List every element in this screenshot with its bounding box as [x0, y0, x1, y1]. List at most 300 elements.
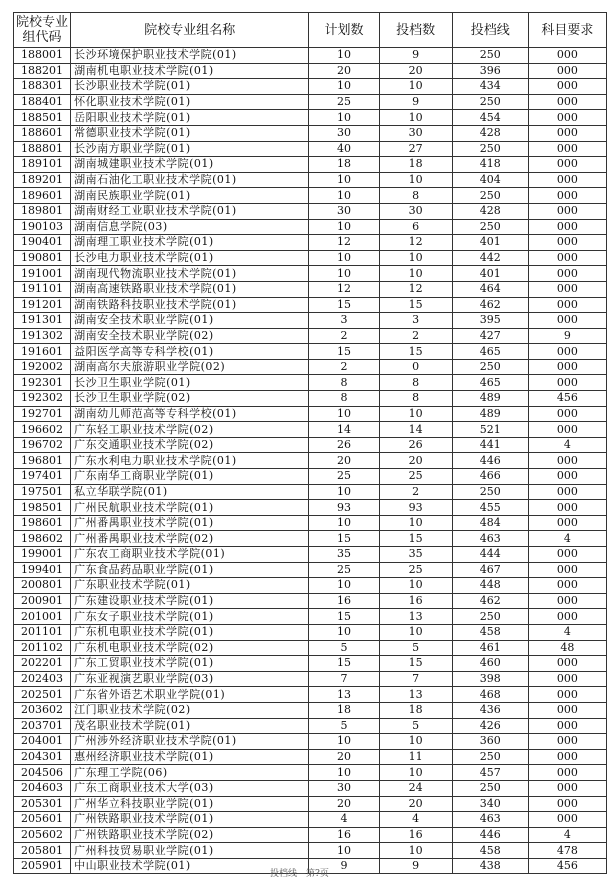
table-row [14, 94, 607, 110]
page-footer: 投档线—第?页 [270, 869, 329, 879]
score-line-cell: 489 [452, 391, 528, 407]
group-code-cell: 198601 [14, 515, 71, 531]
score-line-cell: 401 [452, 235, 528, 251]
plan-count-cell: 30 [309, 203, 379, 219]
group-name-cell: 长沙卫生职业学院(02) [71, 391, 309, 407]
group-name-cell: 广东机电职业技术学院(02) [71, 640, 309, 656]
group-name-cell: 广州华立科技职业学院(01) [71, 796, 309, 812]
plan-count-cell: 26 [309, 437, 379, 453]
group-code-cell: 196702 [14, 437, 71, 453]
score-line-cell: 436 [452, 702, 528, 718]
header-subjects: 科目要求 [528, 13, 606, 48]
plan-count-cell: 20 [309, 796, 379, 812]
score-line-cell: 458 [452, 843, 528, 859]
filed-count-cell: 14 [379, 422, 452, 438]
filed-count-cell: 8 [379, 188, 452, 204]
subject-req-cell: 000 [528, 469, 606, 485]
subject-req-cell: 48 [528, 640, 606, 656]
plan-count-cell: 93 [309, 500, 379, 516]
subject-req-cell: 000 [528, 297, 606, 313]
filed-count-cell: 10 [379, 406, 452, 422]
plan-count-cell: 30 [309, 780, 379, 796]
subject-req-cell: 478 [528, 843, 606, 859]
group-code-cell: 192701 [14, 406, 71, 422]
plan-count-cell: 10 [309, 406, 379, 422]
subject-req-cell: 000 [528, 48, 606, 64]
table-row [14, 63, 607, 79]
group-name-cell: 广州番禺职业技术学院(02) [71, 531, 309, 547]
subject-req-cell: 000 [528, 79, 606, 95]
table-row [14, 718, 607, 734]
subject-req-cell: 000 [528, 375, 606, 391]
filed-count-cell: 5 [379, 640, 452, 656]
plan-count-cell: 10 [309, 515, 379, 531]
subject-req-cell: 000 [528, 157, 606, 173]
filed-count-cell: 2 [379, 328, 452, 344]
subject-req-cell: 000 [528, 578, 606, 594]
filed-count-cell: 15 [379, 297, 452, 313]
subject-req-cell: 000 [528, 812, 606, 828]
filed-count-cell: 2 [379, 484, 452, 500]
filed-count-cell: 30 [379, 125, 452, 141]
group-name-cell: 常德职业技术学院(01) [71, 125, 309, 141]
subject-req-cell: 000 [528, 359, 606, 375]
group-name-cell: 长沙卫生职业学院(01) [71, 375, 309, 391]
group-code-cell: 192301 [14, 375, 71, 391]
group-name-cell: 广东轻工职业技术学院(02) [71, 422, 309, 438]
filed-count-cell: 3 [379, 313, 452, 329]
group-code-cell: 199001 [14, 547, 71, 563]
filed-count-cell: 9 [379, 858, 452, 874]
table-row [14, 375, 607, 391]
plan-count-cell: 10 [309, 765, 379, 781]
score-line-cell: 462 [452, 593, 528, 609]
subject-req-cell: 000 [528, 796, 606, 812]
score-line-cell: 454 [452, 110, 528, 126]
group-name-cell: 私立华联学院(01) [71, 484, 309, 500]
filed-count-cell: 10 [379, 843, 452, 859]
table-row [14, 812, 607, 828]
table-row [14, 547, 607, 563]
filed-count-cell: 16 [379, 593, 452, 609]
subject-req-cell: 000 [528, 702, 606, 718]
plan-count-cell: 10 [309, 219, 379, 235]
filed-count-cell: 4 [379, 812, 452, 828]
subject-req-cell: 000 [528, 593, 606, 609]
subject-req-cell: 456 [528, 858, 606, 874]
plan-count-cell: 15 [309, 344, 379, 360]
group-code-cell: 189201 [14, 172, 71, 188]
filed-count-cell: 9 [379, 94, 452, 110]
subject-req-cell: 000 [528, 63, 606, 79]
group-code-cell: 192302 [14, 391, 71, 407]
plan-count-cell: 8 [309, 375, 379, 391]
group-code-cell: 202201 [14, 656, 71, 672]
plan-count-cell: 10 [309, 79, 379, 95]
group-code-cell: 192002 [14, 359, 71, 375]
filed-count-cell: 35 [379, 547, 452, 563]
table-row [14, 141, 607, 157]
group-code-cell: 205801 [14, 843, 71, 859]
filed-count-cell: 18 [379, 157, 452, 173]
table-row [14, 734, 607, 750]
group-code-cell: 200801 [14, 578, 71, 594]
score-line-cell: 250 [452, 780, 528, 796]
group-code-cell: 189801 [14, 203, 71, 219]
table-row [14, 203, 607, 219]
table-row [14, 359, 607, 375]
table-row [14, 437, 607, 453]
group-code-cell: 196801 [14, 453, 71, 469]
table-row [14, 515, 607, 531]
group-name-cell: 广州科技贸易职业学院(01) [71, 843, 309, 859]
group-code-cell: 199401 [14, 562, 71, 578]
score-line-cell: 428 [452, 203, 528, 219]
filed-count-cell: 9 [379, 48, 452, 64]
table-row [14, 671, 607, 687]
filed-count-cell: 10 [379, 266, 452, 282]
score-line-cell: 441 [452, 437, 528, 453]
filed-count-cell: 8 [379, 375, 452, 391]
table-row [14, 157, 607, 173]
table-body [14, 48, 607, 874]
score-line-cell: 455 [452, 500, 528, 516]
subject-req-cell: 000 [528, 765, 606, 781]
subject-req-cell: 000 [528, 344, 606, 360]
plan-count-cell: 10 [309, 48, 379, 64]
group-code-cell: 191101 [14, 281, 71, 297]
table-row [14, 235, 607, 251]
score-line-cell: 457 [452, 765, 528, 781]
group-code-cell: 188301 [14, 79, 71, 95]
table-row [14, 640, 607, 656]
group-code-cell: 191601 [14, 344, 71, 360]
subject-req-cell: 000 [528, 734, 606, 750]
score-line-cell: 521 [452, 422, 528, 438]
table-row [14, 500, 607, 516]
plan-count-cell: 10 [309, 110, 379, 126]
group-code-cell: 188001 [14, 48, 71, 64]
filed-count-cell: 0 [379, 359, 452, 375]
group-name-cell: 广东农工商职业技术学院(01) [71, 547, 309, 563]
group-code-cell: 204506 [14, 765, 71, 781]
table-row [14, 313, 607, 329]
subject-req-cell: 9 [528, 328, 606, 344]
filed-count-cell: 7 [379, 671, 452, 687]
score-line-cell: 250 [452, 141, 528, 157]
group-name-cell: 湖南幼儿师范高等专科学校(01) [71, 406, 309, 422]
group-name-cell: 广州涉外经济职业技术学院(01) [71, 734, 309, 750]
table-row [14, 469, 607, 485]
filed-count-cell: 25 [379, 469, 452, 485]
group-code-cell: 205602 [14, 827, 71, 843]
plan-count-cell: 10 [309, 266, 379, 282]
subject-req-cell: 000 [528, 562, 606, 578]
header-name: 院校专业组名称 [71, 13, 309, 48]
filed-count-cell: 10 [379, 578, 452, 594]
filed-count-cell: 93 [379, 500, 452, 516]
subject-req-cell: 4 [528, 437, 606, 453]
score-line-cell: 446 [452, 827, 528, 843]
plan-count-cell: 15 [309, 531, 379, 547]
plan-count-cell: 10 [309, 734, 379, 750]
score-line-cell: 462 [452, 297, 528, 313]
plan-count-cell: 35 [309, 547, 379, 563]
subject-req-cell: 000 [528, 547, 606, 563]
plan-count-cell: 12 [309, 281, 379, 297]
group-name-cell: 广州铁路职业技术学院(01) [71, 812, 309, 828]
group-code-cell: 188601 [14, 125, 71, 141]
group-name-cell: 中山职业技术学院(01) [71, 858, 309, 874]
group-code-cell: 203701 [14, 718, 71, 734]
group-name-cell: 湖南高尔夫旅游职业学院(02) [71, 359, 309, 375]
plan-count-cell: 10 [309, 484, 379, 500]
score-line-cell: 401 [452, 266, 528, 282]
subject-req-cell: 000 [528, 141, 606, 157]
table-row [14, 110, 607, 126]
subject-req-cell: 000 [528, 515, 606, 531]
filed-count-cell: 26 [379, 437, 452, 453]
group-code-cell: 190801 [14, 250, 71, 266]
plan-count-cell: 13 [309, 687, 379, 703]
group-name-cell: 湖南民族职业学院(01) [71, 188, 309, 204]
score-line-cell: 468 [452, 687, 528, 703]
table-row [14, 391, 607, 407]
plan-count-cell: 10 [309, 188, 379, 204]
group-name-cell: 湖南石油化工职业技术学院(01) [71, 172, 309, 188]
filed-count-cell: 13 [379, 609, 452, 625]
group-name-cell: 长沙南方职业学院(01) [71, 141, 309, 157]
score-line-cell: 250 [452, 749, 528, 765]
filed-count-cell: 10 [379, 250, 452, 266]
score-line-cell: 250 [452, 484, 528, 500]
subject-req-cell: 000 [528, 266, 606, 282]
filed-count-cell: 12 [379, 235, 452, 251]
filed-count-cell: 8 [379, 391, 452, 407]
group-code-cell: 204301 [14, 749, 71, 765]
table-row [14, 843, 607, 859]
score-line-cell: 442 [452, 250, 528, 266]
group-code-cell: 189601 [14, 188, 71, 204]
group-code-cell: 189101 [14, 157, 71, 173]
plan-count-cell: 9 [309, 858, 379, 874]
subject-req-cell: 000 [528, 609, 606, 625]
score-line-cell: 438 [452, 858, 528, 874]
group-name-cell: 湖南财经工业职业技术学院(01) [71, 203, 309, 219]
group-name-cell: 广东交通职业技术学院(02) [71, 437, 309, 453]
filed-count-cell: 15 [379, 531, 452, 547]
score-line-cell: 484 [452, 515, 528, 531]
table-row [14, 188, 607, 204]
filed-count-cell: 20 [379, 63, 452, 79]
filed-count-cell: 6 [379, 219, 452, 235]
score-line-cell: 467 [452, 562, 528, 578]
plan-count-cell: 4 [309, 812, 379, 828]
filed-count-cell: 25 [379, 562, 452, 578]
table-row [14, 749, 607, 765]
subject-req-cell: 000 [528, 281, 606, 297]
score-line-cell: 434 [452, 79, 528, 95]
filed-count-cell: 10 [379, 515, 452, 531]
score-line-cell: 250 [452, 219, 528, 235]
table-row [14, 266, 607, 282]
subject-req-cell: 4 [528, 531, 606, 547]
score-line-cell: 250 [452, 609, 528, 625]
filed-count-cell: 10 [379, 624, 452, 640]
plan-count-cell: 40 [309, 141, 379, 157]
header-line: 投档线 [452, 13, 528, 48]
group-name-cell: 广东水利电力职业技术学院(01) [71, 453, 309, 469]
group-name-cell: 长沙电力职业技术学院(01) [71, 250, 309, 266]
filed-count-cell: 16 [379, 827, 452, 843]
subject-req-cell: 000 [528, 500, 606, 516]
table-row [14, 780, 607, 796]
group-code-cell: 190401 [14, 235, 71, 251]
plan-count-cell: 20 [309, 63, 379, 79]
table-row [14, 484, 607, 500]
table-row [14, 702, 607, 718]
table-row [14, 687, 607, 703]
group-code-cell: 198501 [14, 500, 71, 516]
subject-req-cell: 000 [528, 422, 606, 438]
group-name-cell: 广州铁路职业技术学院(02) [71, 827, 309, 843]
group-name-cell: 怀化职业技术学院(01) [71, 94, 309, 110]
filed-count-cell: 13 [379, 687, 452, 703]
subject-req-cell: 000 [528, 749, 606, 765]
group-code-cell: 197401 [14, 469, 71, 485]
score-line-cell: 250 [452, 359, 528, 375]
group-code-cell: 191301 [14, 313, 71, 329]
subject-req-cell: 000 [528, 94, 606, 110]
header-filed: 投档数 [379, 13, 452, 48]
group-name-cell: 广东南华工商职业学院(01) [71, 469, 309, 485]
subject-req-cell: 000 [528, 203, 606, 219]
group-name-cell: 茂名职业技术学院(01) [71, 718, 309, 734]
group-name-cell: 湖南安全技术职业学院(02) [71, 328, 309, 344]
filed-count-cell: 10 [379, 79, 452, 95]
subject-req-cell: 000 [528, 235, 606, 251]
score-line-cell: 396 [452, 63, 528, 79]
plan-count-cell: 16 [309, 593, 379, 609]
group-name-cell: 广东理工学院(06) [71, 765, 309, 781]
subject-req-cell: 000 [528, 219, 606, 235]
score-line-cell: 360 [452, 734, 528, 750]
table-row [14, 422, 607, 438]
score-line-cell: 250 [452, 48, 528, 64]
table-row [14, 250, 607, 266]
plan-count-cell: 10 [309, 172, 379, 188]
plan-count-cell: 8 [309, 391, 379, 407]
table-row [14, 593, 607, 609]
plan-count-cell: 18 [309, 157, 379, 173]
score-line-cell: 489 [452, 406, 528, 422]
group-name-cell: 湖南铁路科技职业技术学院(01) [71, 297, 309, 313]
plan-count-cell: 7 [309, 671, 379, 687]
group-code-cell: 205601 [14, 812, 71, 828]
score-line-cell: 250 [452, 94, 528, 110]
table-row [14, 48, 607, 64]
plan-count-cell: 18 [309, 702, 379, 718]
group-code-cell: 188501 [14, 110, 71, 126]
table-row [14, 827, 607, 843]
score-line-cell: 427 [452, 328, 528, 344]
group-code-cell: 201102 [14, 640, 71, 656]
group-name-cell: 湖南高速铁路职业技术学院(01) [71, 281, 309, 297]
filed-count-cell: 10 [379, 765, 452, 781]
score-line-cell: 466 [452, 469, 528, 485]
group-name-cell: 惠州经济职业技术学院(01) [71, 749, 309, 765]
score-line-cell: 446 [452, 453, 528, 469]
plan-count-cell: 16 [309, 827, 379, 843]
group-name-cell: 广东职业技术学院(01) [71, 578, 309, 594]
subject-req-cell: 000 [528, 671, 606, 687]
table-row [14, 328, 607, 344]
filed-count-cell: 15 [379, 344, 452, 360]
group-code-cell: 198602 [14, 531, 71, 547]
score-line-cell: 464 [452, 281, 528, 297]
score-line-cell: 463 [452, 531, 528, 547]
filed-count-cell: 20 [379, 796, 452, 812]
group-name-cell: 湖南机电职业技术学院(01) [71, 63, 309, 79]
subject-req-cell: 000 [528, 110, 606, 126]
filed-count-cell: 10 [379, 734, 452, 750]
group-name-cell: 广东女子职业技术学院(01) [71, 609, 309, 625]
score-line-cell: 460 [452, 656, 528, 672]
plan-count-cell: 25 [309, 562, 379, 578]
group-name-cell: 广东建设职业技术学院(01) [71, 593, 309, 609]
group-code-cell: 205901 [14, 858, 71, 874]
table-row [14, 297, 607, 313]
score-line-cell: 465 [452, 344, 528, 360]
filed-count-cell: 18 [379, 702, 452, 718]
plan-count-cell: 2 [309, 359, 379, 375]
group-name-cell: 岳阳职业技术学院(01) [71, 110, 309, 126]
plan-count-cell: 15 [309, 609, 379, 625]
group-name-cell: 湖南理工职业技术学院(01) [71, 235, 309, 251]
plan-count-cell: 2 [309, 328, 379, 344]
group-name-cell: 湖南城建职业技术学院(01) [71, 157, 309, 173]
subject-req-cell: 000 [528, 780, 606, 796]
table-row [14, 219, 607, 235]
plan-count-cell: 10 [309, 250, 379, 266]
plan-count-cell: 10 [309, 578, 379, 594]
subject-req-cell: 456 [528, 391, 606, 407]
table-row [14, 609, 607, 625]
score-line-cell: 418 [452, 157, 528, 173]
group-code-cell: 202403 [14, 671, 71, 687]
plan-count-cell: 15 [309, 656, 379, 672]
score-line-cell: 428 [452, 125, 528, 141]
header-plan: 计划数 [309, 13, 379, 48]
plan-count-cell: 20 [309, 749, 379, 765]
score-line-cell: 463 [452, 812, 528, 828]
plan-count-cell: 5 [309, 718, 379, 734]
group-name-cell: 长沙职业技术学院(01) [71, 79, 309, 95]
table-row [14, 344, 607, 360]
group-code-cell: 197501 [14, 484, 71, 500]
group-code-cell: 202501 [14, 687, 71, 703]
score-line-cell: 426 [452, 718, 528, 734]
group-name-cell: 广州番禺职业技术学院(01) [71, 515, 309, 531]
group-code-cell: 200901 [14, 593, 71, 609]
group-name-cell: 广东工商职业技术大学(03) [71, 780, 309, 796]
subject-req-cell: 000 [528, 718, 606, 734]
subject-req-cell: 000 [528, 656, 606, 672]
group-code-cell: 191302 [14, 328, 71, 344]
group-name-cell: 广东机电职业技术学院(01) [71, 624, 309, 640]
subject-req-cell: 000 [528, 687, 606, 703]
subject-req-cell: 000 [528, 125, 606, 141]
